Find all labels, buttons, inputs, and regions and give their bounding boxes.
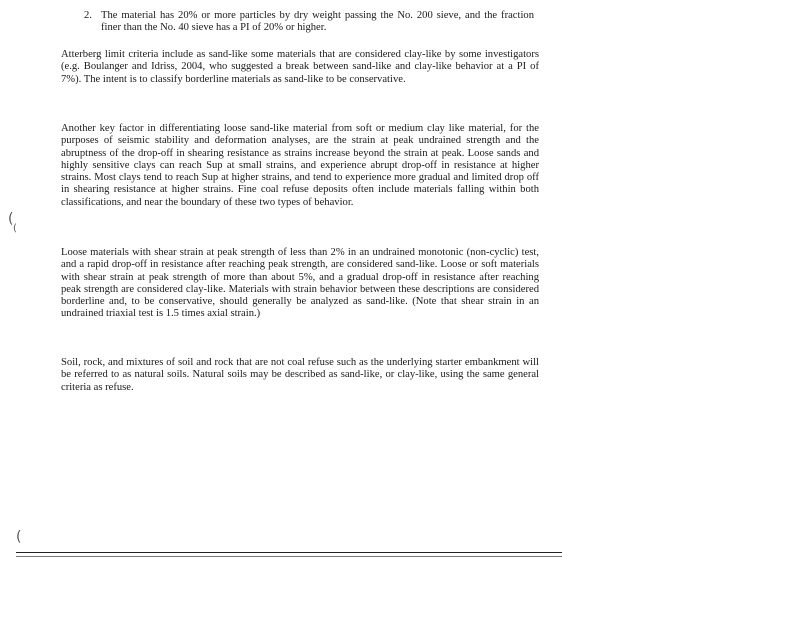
list-item-number: 2. (84, 10, 92, 21)
numbered-list-item (84, 10, 534, 35)
scan-margin-mark: ( (13, 223, 17, 234)
paragraph-shear-strain: Loose materials with shear strain at peak strength of less than 2% in an undrained monotonic (non-cyclic) test, and a rapid drop-off in resistance after reaching peak strength, are considered sand-like. Loose or soft materials with shear strain at peak strength of more than about 5%, and a gradual drop-off in resistance after reaching peak strength are considered clay-like. Materials with strain behavior between these descriptions are considered borderline and, to be conservative, should generally be analyzed as sand-like. (Note that shear strain in an undrained triaxial test is 1.5 times axial strain.) (61, 247, 539, 320)
list-item-text: The material has 20% or more particles by dry weight passing the No. 200 sieve, and the fraction finer than the No. 40 sieve has a PI of 20% or higher. (101, 10, 534, 34)
paragraph-key-factor: Another key factor in differentiating loose sand-like material from soft or medium clay like material, for the purposes of seismic stability and deformation analyses, are the strain at peak undrained strength and the abruptness of the drop-off in shearing resistance as strains increase beyond the strain at peak. Loose sands and highly sensitive clays can reach Sup at small strains, and experience abrupt drop-off in resistance at higher strains. Most clays tend to reach Sup at higher strains, and tend to experience more gradual and limited drop off in shearing resistance at higher strains. Fine coal refuse deposits often include materials falling within both classifications, and near the boundary of these two types of behavior. (61, 123, 539, 208)
scan-margin-mark: ( (16, 529, 22, 545)
scan-margin-mark: ( (8, 211, 14, 227)
paragraph-atterberg: Atterberg limit criteria include as sand-like some materials that are considered clay-like by some investigators (e.g. Boulanger and Idriss, 2004, who suggested a break between sand-like and clay-like behavior at a PI of 7%). The intent is to classify borderline materials as sand-like to be conservative. (61, 49, 539, 85)
footer-rule (16, 556, 562, 557)
footer-rule (16, 552, 562, 553)
paragraph-natural-soils: Soil, rock, and mixtures of soil and rock that are not coal refuse such as the underlying starter embankment will be referred to as natural soils. Natural soils may be described as sand-like, or clay-like, using the same general criteria as refuse. (61, 357, 539, 393)
